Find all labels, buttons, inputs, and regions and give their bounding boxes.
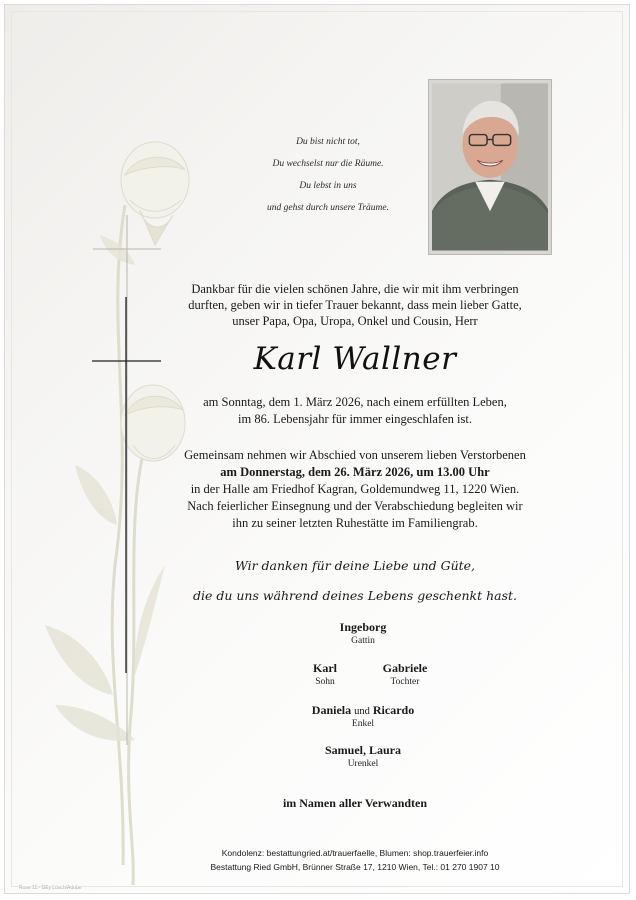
funeral-line: Nach feierlicher Einsegnung und der Verabschiedung begleiten wir bbox=[187, 499, 523, 513]
rose-top bbox=[121, 142, 189, 245]
death-notice bbox=[165, 394, 545, 428]
mourner-name-pair bbox=[283, 703, 443, 718]
death-line: am Sonntag, dem 1. März 2026, nach einem erfüllten Leben, bbox=[203, 395, 507, 409]
mourner-name: Daniela bbox=[311, 703, 352, 717]
mourner-relation: Gattin bbox=[351, 636, 375, 646]
poem-line: Du bist nicht tot, bbox=[296, 137, 360, 147]
mourner-relation: Urenkel bbox=[347, 759, 379, 769]
poem-line: Du wechselst nur die Räume. bbox=[272, 159, 384, 169]
death-line: im 86. Lebensjahr für immer eingeschlafen ist. bbox=[238, 412, 472, 426]
mourner-name: Ingeborg bbox=[339, 620, 387, 634]
poem-line: und gehst durch unsere Träume. bbox=[267, 203, 389, 213]
funeral-line: ihn zu seiner letzten Ruhestätte im Familiengrab. bbox=[232, 516, 478, 530]
intro-line: unser Papa, Opa, Uropa, Onkel und Cousin, Herr bbox=[232, 314, 478, 328]
funeral-home-footer bbox=[175, 846, 535, 874]
thanks-line: die du uns während deines Lebens geschenkt hast. bbox=[192, 588, 518, 603]
footer-line: Bestattung Ried GmbH, Brünner Straße 17, 1210 Wien, Tel.: 01 270 1907 10 bbox=[210, 862, 500, 872]
funeral-location: in der Halle am Friedhof Kagran, Goldemundweg 11, 1220 Wien. bbox=[190, 482, 520, 496]
mourner-conjunction: und bbox=[354, 706, 370, 717]
intro-text bbox=[165, 281, 545, 329]
mourner-name: Karl bbox=[313, 661, 337, 675]
mourner-name: Ricardo bbox=[372, 703, 415, 717]
deceased-name: Karl Wallner bbox=[253, 341, 457, 377]
mourner-name: Gabriele bbox=[382, 661, 428, 675]
funeral-line: Gemeinsam nehmen wir Abschied von unserem lieben Verstorbenen bbox=[184, 448, 526, 462]
image-credit: Rose 11 - Billy Lüsch/Adobe bbox=[19, 885, 82, 891]
portrait-photo bbox=[428, 79, 552, 255]
funeral-date: am Donnerstag, dem 26. März 2026, um 13.00 Uhr bbox=[220, 465, 490, 479]
thanks-line: Wir danken für deine Liebe und Güte, bbox=[234, 558, 476, 573]
intro-line: Dankbar für die vielen schönen Jahre, die wir mit ihm verbringen bbox=[191, 282, 519, 296]
intro-line: durften, geben wir in tiefer Trauer bekannt, dass mein lieber Gatte, bbox=[188, 298, 522, 312]
footer-line: Kondolenz: bestattungried.at/trauerfaelle, Blumen: shop.trauerfeier.info bbox=[221, 848, 489, 858]
closing-line: im Namen aller Verwandten bbox=[282, 796, 428, 810]
poem bbox=[253, 131, 403, 219]
mourner-relation: Sohn bbox=[315, 677, 335, 687]
mourner-relation: Tochter bbox=[390, 677, 420, 687]
thanks-verse bbox=[175, 551, 535, 611]
obituary-card bbox=[4, 4, 630, 894]
mourner-name: Samuel, Laura bbox=[324, 743, 401, 757]
mourner-relation: Enkel bbox=[351, 719, 375, 729]
poem-line: Du lebst in uns bbox=[299, 181, 357, 191]
funeral-info bbox=[165, 447, 545, 532]
cross-faint bbox=[93, 215, 161, 745]
portrait-image bbox=[432, 83, 548, 251]
